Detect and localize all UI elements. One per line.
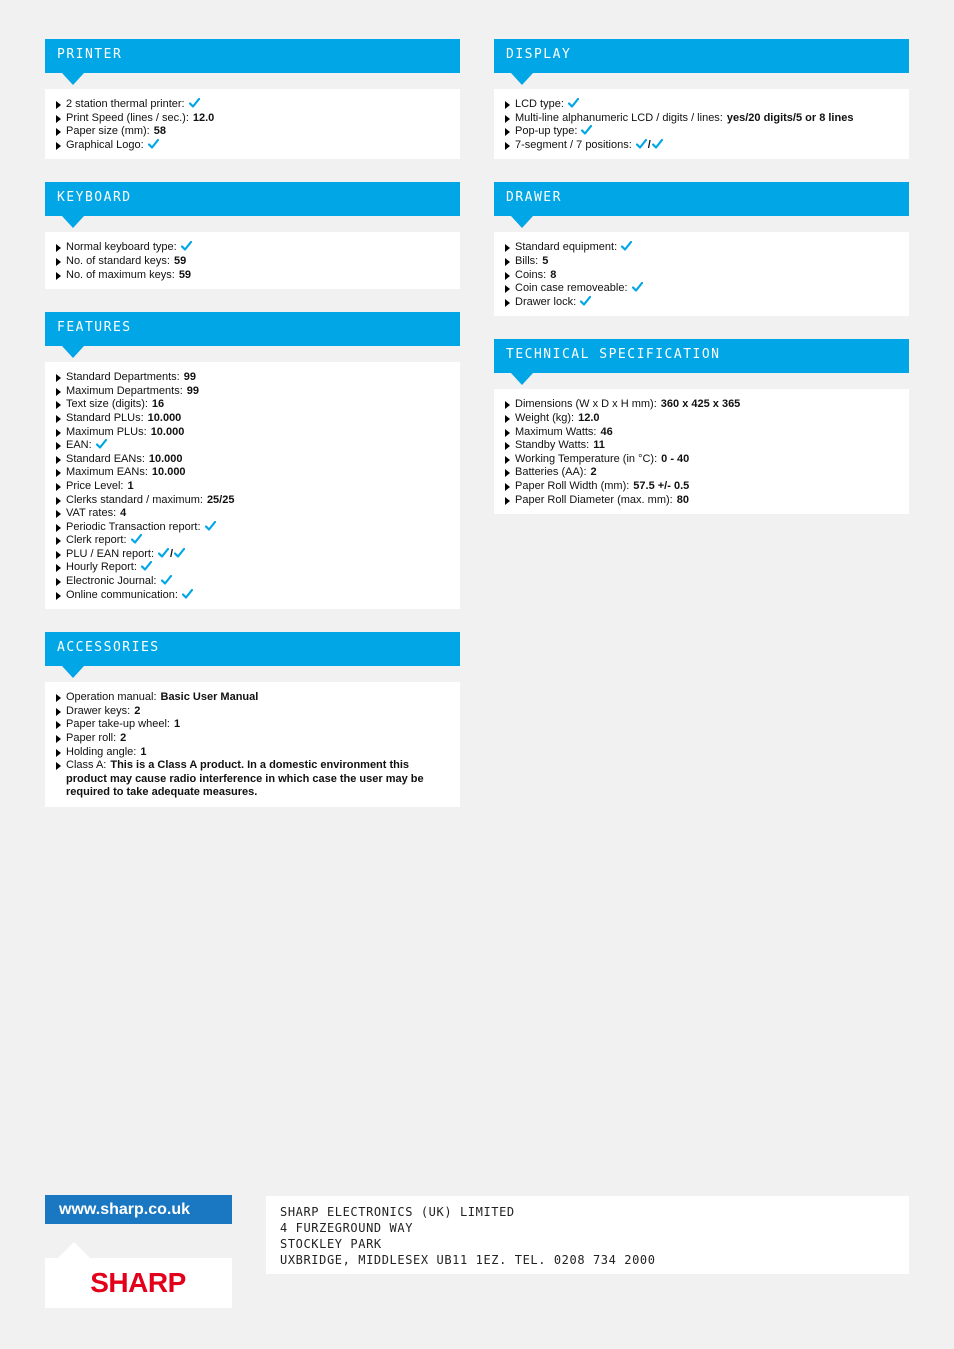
spec-item — [55, 398, 450, 412]
checkmark-icon — [141, 561, 152, 571]
spec-label: Maximum PLUs: — [66, 425, 147, 438]
checkmark-icon — [182, 589, 193, 599]
spec-label: No. of standard keys: — [66, 254, 170, 267]
spec-value: 0 - 40 — [661, 452, 690, 465]
spec-label: Weight (kg): — [515, 411, 575, 424]
spec-value: 46 — [600, 425, 613, 438]
slash-separator: / — [170, 547, 174, 560]
spec-item — [55, 255, 450, 269]
spec-label: Maximum Watts: — [515, 425, 597, 438]
spec-label: PLU / EAN report: — [66, 547, 155, 560]
section-header: ACCESSORIES — [45, 632, 460, 666]
spec-item — [504, 296, 899, 310]
spec-item — [504, 139, 899, 153]
printer-section — [45, 39, 460, 159]
spec-label: Electronic Journal: — [66, 575, 157, 588]
keyboard-section — [45, 182, 460, 289]
section-header: DRAWER — [494, 182, 909, 216]
checkmark-icon — [131, 534, 142, 544]
spec-item — [55, 453, 450, 467]
spec-value: 99 — [183, 371, 196, 384]
spec-value: 2 — [590, 466, 597, 479]
spec-label: Class A: — [66, 759, 107, 772]
spec-value: 1 — [140, 745, 147, 758]
spec-item — [504, 480, 899, 494]
spec-value: 1 — [127, 479, 134, 492]
spec-item — [55, 466, 450, 480]
spec-value: 12.0 — [192, 111, 215, 124]
spec-label: Coins: — [515, 268, 547, 281]
spec-item — [55, 412, 450, 426]
drawer-section — [494, 182, 909, 316]
spec-item — [55, 561, 450, 575]
checkmark-icon — [148, 139, 159, 149]
spec-label: Periodic Transaction report: — [66, 520, 201, 533]
spec-label: LCD type: — [515, 98, 564, 110]
spec-label: No. of maximum keys: — [66, 268, 175, 281]
spec-value: 2 — [120, 732, 127, 745]
spec-value: 57.5 +/- 0.5 — [633, 479, 690, 492]
spec-item — [55, 691, 450, 705]
spec-item — [504, 439, 899, 453]
spec-item — [504, 241, 899, 255]
spec-value: 10.000 — [150, 425, 185, 438]
checkmark-icon — [581, 125, 592, 135]
spec-item — [55, 521, 450, 535]
spec-item — [55, 241, 450, 255]
section-header: PRINTER — [45, 39, 460, 73]
spec-label: Batteries (AA): — [515, 466, 587, 479]
spec-label: Standard PLUs: — [66, 411, 144, 424]
spec-item — [504, 453, 899, 467]
spec-label: Standard EANs: — [66, 452, 145, 465]
spec-value: 8 — [550, 268, 557, 281]
spec-item — [55, 746, 450, 760]
section-header: FEATURES — [45, 312, 460, 346]
spec-item — [504, 112, 899, 126]
spec-label: Maximum Departments: — [66, 384, 183, 397]
address-line: UXBRIDGE, MIDDLESEX UB11 1EZ. TEL. 0208 734 2000 — [280, 1253, 656, 1267]
spec-label: Coin case removeable: — [515, 282, 628, 295]
spec-label: 2 station thermal printer: — [66, 98, 185, 110]
spec-label: Dimensions (W x D x H mm): — [515, 398, 657, 411]
spec-item — [55, 439, 450, 453]
right-column — [494, 39, 909, 514]
checkmark-icon — [568, 98, 579, 108]
spec-label: EAN: — [66, 439, 92, 452]
website-link[interactable]: www.sharp.co.uk — [45, 1195, 232, 1224]
checkmark-icon — [636, 139, 647, 149]
checkmark-icon — [632, 282, 643, 292]
section-header: TECHNICAL SPECIFICATION — [494, 339, 909, 373]
spec-label: Working Temperature (in °C): — [515, 452, 658, 465]
spec-item — [55, 139, 450, 153]
spec-value: 12.0 — [578, 411, 600, 424]
spec-value: 360 x 425 x 365 — [660, 398, 741, 411]
technical-section — [494, 339, 909, 514]
spec-value: 11 — [593, 439, 605, 452]
spec-value: 1 — [173, 718, 181, 731]
spec-label: Paper size (mm): — [66, 125, 150, 138]
spec-item — [55, 125, 450, 139]
checkmark-icon — [189, 98, 200, 108]
spec-label: VAT rates: — [66, 507, 117, 520]
spec-item — [55, 98, 450, 112]
spec-label: Holding angle: — [66, 745, 137, 758]
spec-value: 10.000 — [148, 452, 183, 465]
spec-label: Standard equipment: — [515, 241, 618, 254]
spec-item — [504, 412, 899, 426]
spec-value: 99 — [186, 384, 200, 397]
spec-label: Print Speed (lines / sec.): — [66, 111, 189, 124]
checkmark-icon — [580, 296, 591, 306]
slash-separator: / — [647, 138, 651, 151]
section-body — [494, 232, 909, 316]
section-body — [45, 682, 460, 807]
spec-value: yes/20 digits/5 or 8 lines — [726, 111, 854, 124]
checkmark-icon — [158, 548, 169, 558]
logo-tab — [58, 1242, 90, 1258]
spec-value: 2 — [134, 704, 141, 717]
spec-item — [55, 589, 450, 603]
spec-value: Basic User Manual — [160, 691, 259, 704]
spec-value: 59 — [173, 254, 187, 267]
spec-label: Standby Watts: — [515, 439, 590, 452]
spec-item — [55, 269, 450, 283]
spec-item — [55, 548, 450, 562]
spec-item — [55, 426, 450, 440]
spec-label: Clerks standard / maximum: — [66, 493, 203, 506]
spec-item — [55, 705, 450, 719]
spec-label: Normal keyboard type: — [66, 241, 177, 254]
section-body — [494, 389, 909, 514]
spec-item — [55, 371, 450, 385]
spec-value: 80 — [676, 493, 689, 506]
spec-item — [55, 480, 450, 494]
checkmark-icon — [174, 548, 185, 558]
spec-label: Paper take-up wheel: — [66, 718, 170, 731]
spec-value: 59 — [178, 268, 192, 281]
spec-label: Operation manual: — [66, 691, 157, 704]
section-body — [494, 89, 909, 159]
spec-label: Online communication: — [66, 588, 178, 601]
spec-item — [504, 255, 899, 269]
spec-item — [55, 507, 450, 521]
spec-value: 25/25 — [206, 493, 235, 506]
spec-item — [55, 732, 450, 746]
spec-label: Maximum EANs: — [66, 466, 148, 479]
spec-label: Clerk report: — [66, 534, 127, 547]
section-header: DISPLAY — [494, 39, 909, 73]
spec-label: Graphical Logo: — [66, 138, 144, 151]
spec-label: 7-segment / 7 positions: — [515, 138, 632, 151]
spec-item — [504, 269, 899, 283]
display-section — [494, 39, 909, 159]
spec-value: 4 — [120, 507, 127, 520]
checkmark-icon — [652, 139, 663, 149]
svg-text:SHARP: SHARP — [90, 1267, 186, 1298]
checkmark-icon — [161, 575, 172, 585]
spec-item — [504, 494, 899, 508]
spec-item — [55, 385, 450, 399]
spec-value: 10.000 — [147, 411, 182, 424]
spec-item — [55, 718, 450, 732]
spec-item — [504, 466, 899, 480]
spec-label: Hourly Report: — [66, 561, 137, 574]
spec-label: Text size (digits): — [66, 398, 148, 411]
checkmark-icon — [621, 241, 632, 251]
spec-item — [55, 112, 450, 126]
spec-label: Bills: — [515, 254, 539, 267]
spec-item — [504, 398, 899, 412]
address-line: STOCKLEY PARK — [280, 1237, 382, 1251]
sharp-logo — [45, 1258, 232, 1308]
spec-label: Pop-up type: — [515, 125, 578, 138]
spec-label: Multi-line alphanumeric LCD / digits / lines: — [515, 111, 723, 124]
spec-value: 58 — [153, 125, 166, 138]
spec-item — [55, 494, 450, 508]
address-line: SHARP ELECTRONICS (UK) LIMITED — [280, 1205, 515, 1219]
spec-value: 16 — [151, 398, 165, 411]
spec-label: Drawer lock: — [515, 295, 577, 308]
spec-item — [504, 125, 899, 139]
spec-label: Paper Roll Width (mm): — [515, 479, 630, 492]
spec-value: This is a Class A product. In a domestic environment this product may cause radio interference in which case the user may be required to take adequate measures. — [66, 759, 424, 799]
section-body — [45, 89, 460, 159]
spec-label: Drawer keys: — [66, 704, 131, 717]
spec-item — [55, 575, 450, 589]
spec-label: Price Level: — [66, 479, 124, 492]
left-column — [45, 39, 460, 807]
spec-label: Paper Roll Diameter (max. mm): — [515, 493, 673, 506]
spec-label: Paper roll: — [66, 732, 117, 745]
spec-item — [55, 534, 450, 548]
spec-label: Standard Departments: — [66, 371, 180, 384]
accessories-section — [45, 632, 460, 807]
spec-value: 5 — [542, 254, 549, 267]
checkmark-icon — [205, 521, 216, 531]
checkmark-icon — [96, 439, 107, 449]
section-body — [45, 362, 460, 609]
company-address — [266, 1196, 909, 1274]
checkmark-icon — [181, 241, 192, 251]
features-section — [45, 312, 460, 609]
spec-value: 10.000 — [151, 466, 186, 479]
section-header: KEYBOARD — [45, 182, 460, 216]
address-line: 4 FURZEGROUND WAY — [280, 1221, 414, 1235]
spec-item — [55, 759, 450, 800]
spec-item — [504, 98, 899, 112]
spec-item — [504, 282, 899, 296]
spec-item — [504, 426, 899, 440]
section-body — [45, 232, 460, 289]
